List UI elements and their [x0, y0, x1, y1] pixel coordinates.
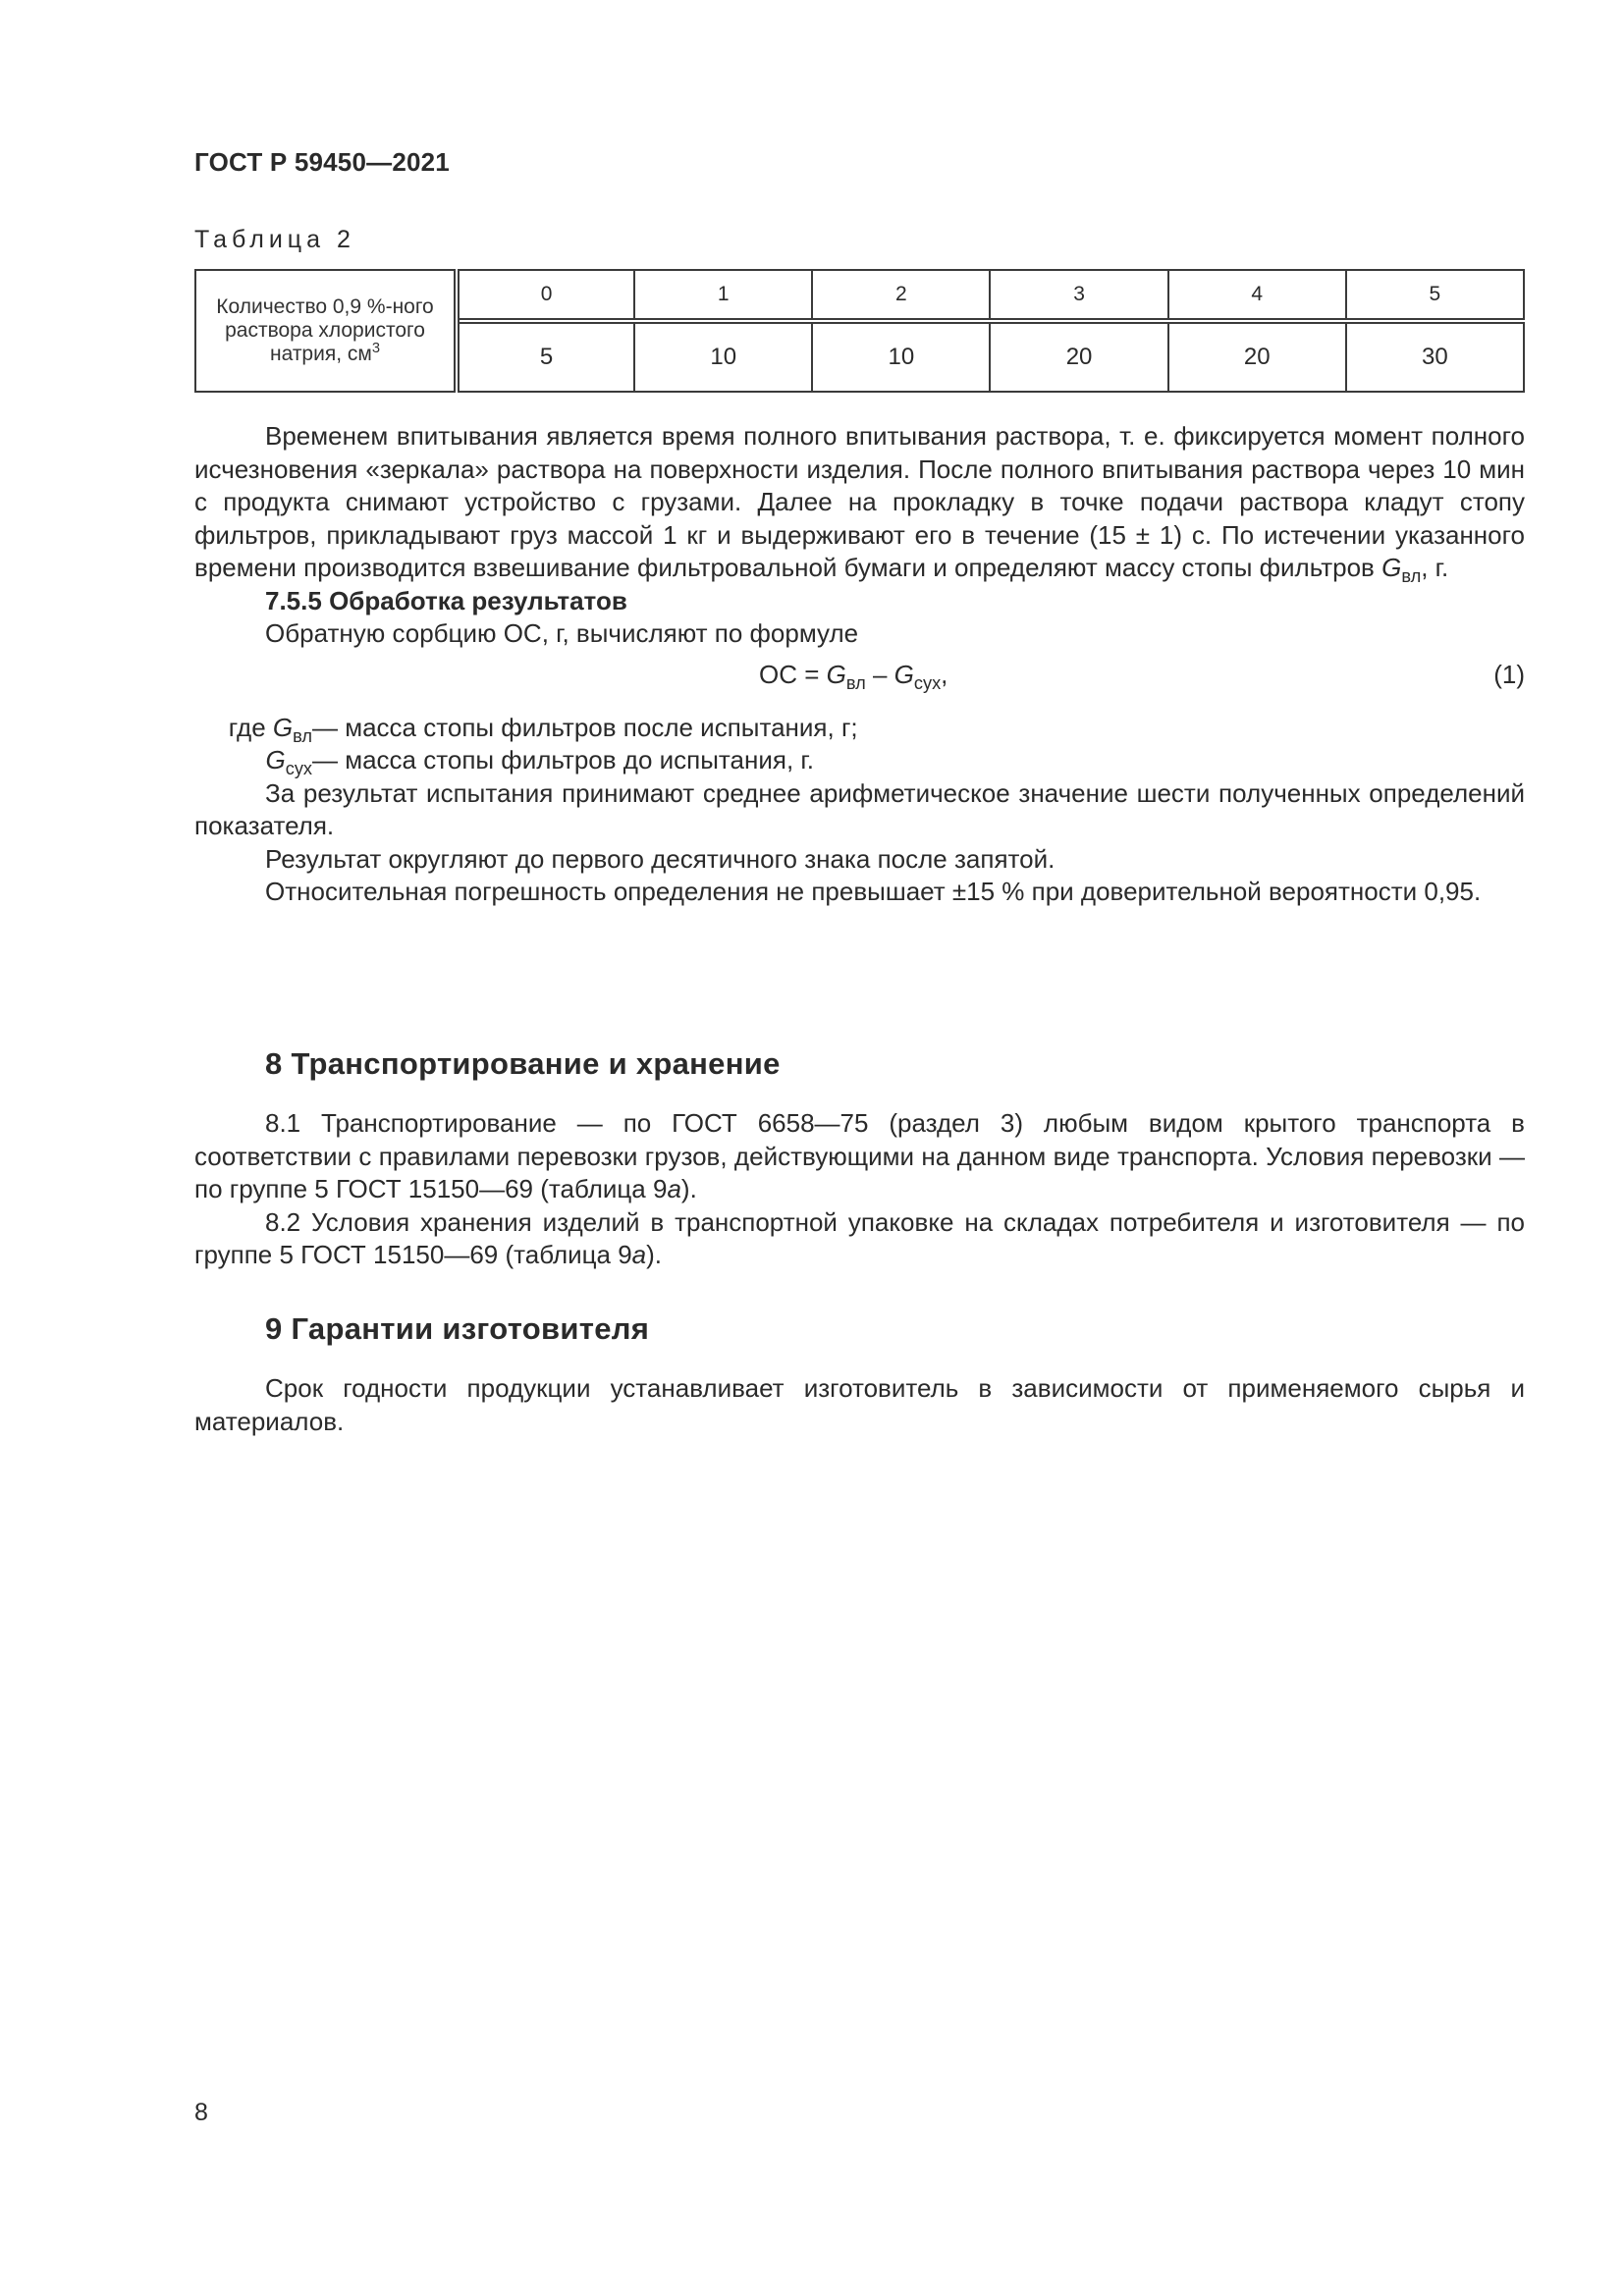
- result-paragraph: За результат испытания принимают среднее арифметическое значение шести полученных определений показателя.: [194, 777, 1525, 840]
- table-header-cell: 1: [634, 270, 812, 321]
- warranty-paragraph: Срок годности продукции устанавливает изготовитель в зависимости от применяемого сырья и материалов.: [194, 1373, 1525, 1436]
- formula-1: [194, 651, 1525, 700]
- table-value-cell: 10: [812, 321, 990, 392]
- row-label-line3: натрия, см: [270, 343, 372, 365]
- row-label-line1: Количество 0,9 %-ного: [216, 295, 434, 318]
- where-definition-1: где $G_{вл}$ — масса стопы фильтров после испытания, г;: [228, 712, 858, 746]
- absorption-time-paragraph: Временем впитывания является время полного впитывания раствора, т. е. фиксируется момент полного исчезновения «зеркала» раствора на поверхности изделия. После полного впитывания раствора через 10 мин с продукта снимают устройство с грузами. Далее на прокладку в точке подачи раствора кладут стопу фильтров, прикладывают груз массой 1 кг и выдерживают его в течение (15 ± 1) с. По истечении указанного времени производится взвешивание фильтровальной бумаги и определяют массу стопы фильтров $G_{вл}$, г.: [194, 421, 1525, 587]
- subsection-heading: 7.5.5 Обработка результатов: [265, 585, 627, 615]
- row-label-sup: 3: [371, 341, 380, 356]
- document-number: ГОСТ Р 59450—2021: [194, 147, 450, 177]
- table-2: [194, 269, 1525, 393]
- table-header-cell: 2: [812, 270, 990, 321]
- transport-paragraph: 8.1 Транспортирование — по ГОСТ 6658—75 (раздел 3) любым видом крытого транспорта в соответствии с правилами перевозки грузов, действующими на данном виде транспорта. Условия перевозки — по группе 5 ГОСТ 15150—69 (таблица 9а).: [194, 1108, 1525, 1203]
- section-8-text: [194, 1107, 1525, 1272]
- section-9-title: 9 Гарантии изготовителя: [265, 1311, 650, 1346]
- table-value-cell: 10: [634, 321, 812, 392]
- formula-number: (1): [1493, 659, 1525, 689]
- section-9-text: [194, 1372, 1525, 1438]
- page-number: 8: [194, 2099, 208, 2126]
- table-value-cell: 5: [457, 321, 634, 392]
- table-header-cell: 3: [990, 270, 1167, 321]
- section-8-title: 8 Транспортирование и хранение: [265, 1046, 781, 1081]
- where-definition-2: $G_{сух}$ — масса стопы фильтров до испытания, г.: [265, 745, 814, 779]
- table-value-cell: 30: [1346, 321, 1524, 392]
- table-row-label: [195, 270, 457, 392]
- section-7-5-text: [194, 420, 1525, 909]
- table-header-cell: 5: [1346, 270, 1524, 321]
- table-header-cell: 4: [1168, 270, 1346, 321]
- error-paragraph: Относительная погрешность определения не превышает ±15 % при доверительной вероятности 0,95.: [265, 877, 1482, 906]
- table-caption: Таблица 2: [194, 226, 355, 253]
- rounding-paragraph: Результат округляют до первого десятичного знака после запятой.: [265, 843, 1056, 874]
- row-label-line2: раствора хлористого: [225, 319, 425, 342]
- storage-paragraph: 8.2 Условия хранения изделий в транспортной упаковке на складах потребителя и изготовителя — по группе 5 ГОСТ 15150—69 (таблица 9а).: [194, 1206, 1525, 1269]
- table-value-cell: 20: [1168, 321, 1346, 392]
- table-value-cell: 20: [990, 321, 1167, 392]
- formula-intro: Обратную сорбцию ОС, г, вычисляют по формуле: [265, 618, 859, 648]
- formula-expression: ОС = $G_{вл} - G_{сух}$,: [759, 659, 948, 693]
- table-header-cell: 0: [457, 270, 634, 321]
